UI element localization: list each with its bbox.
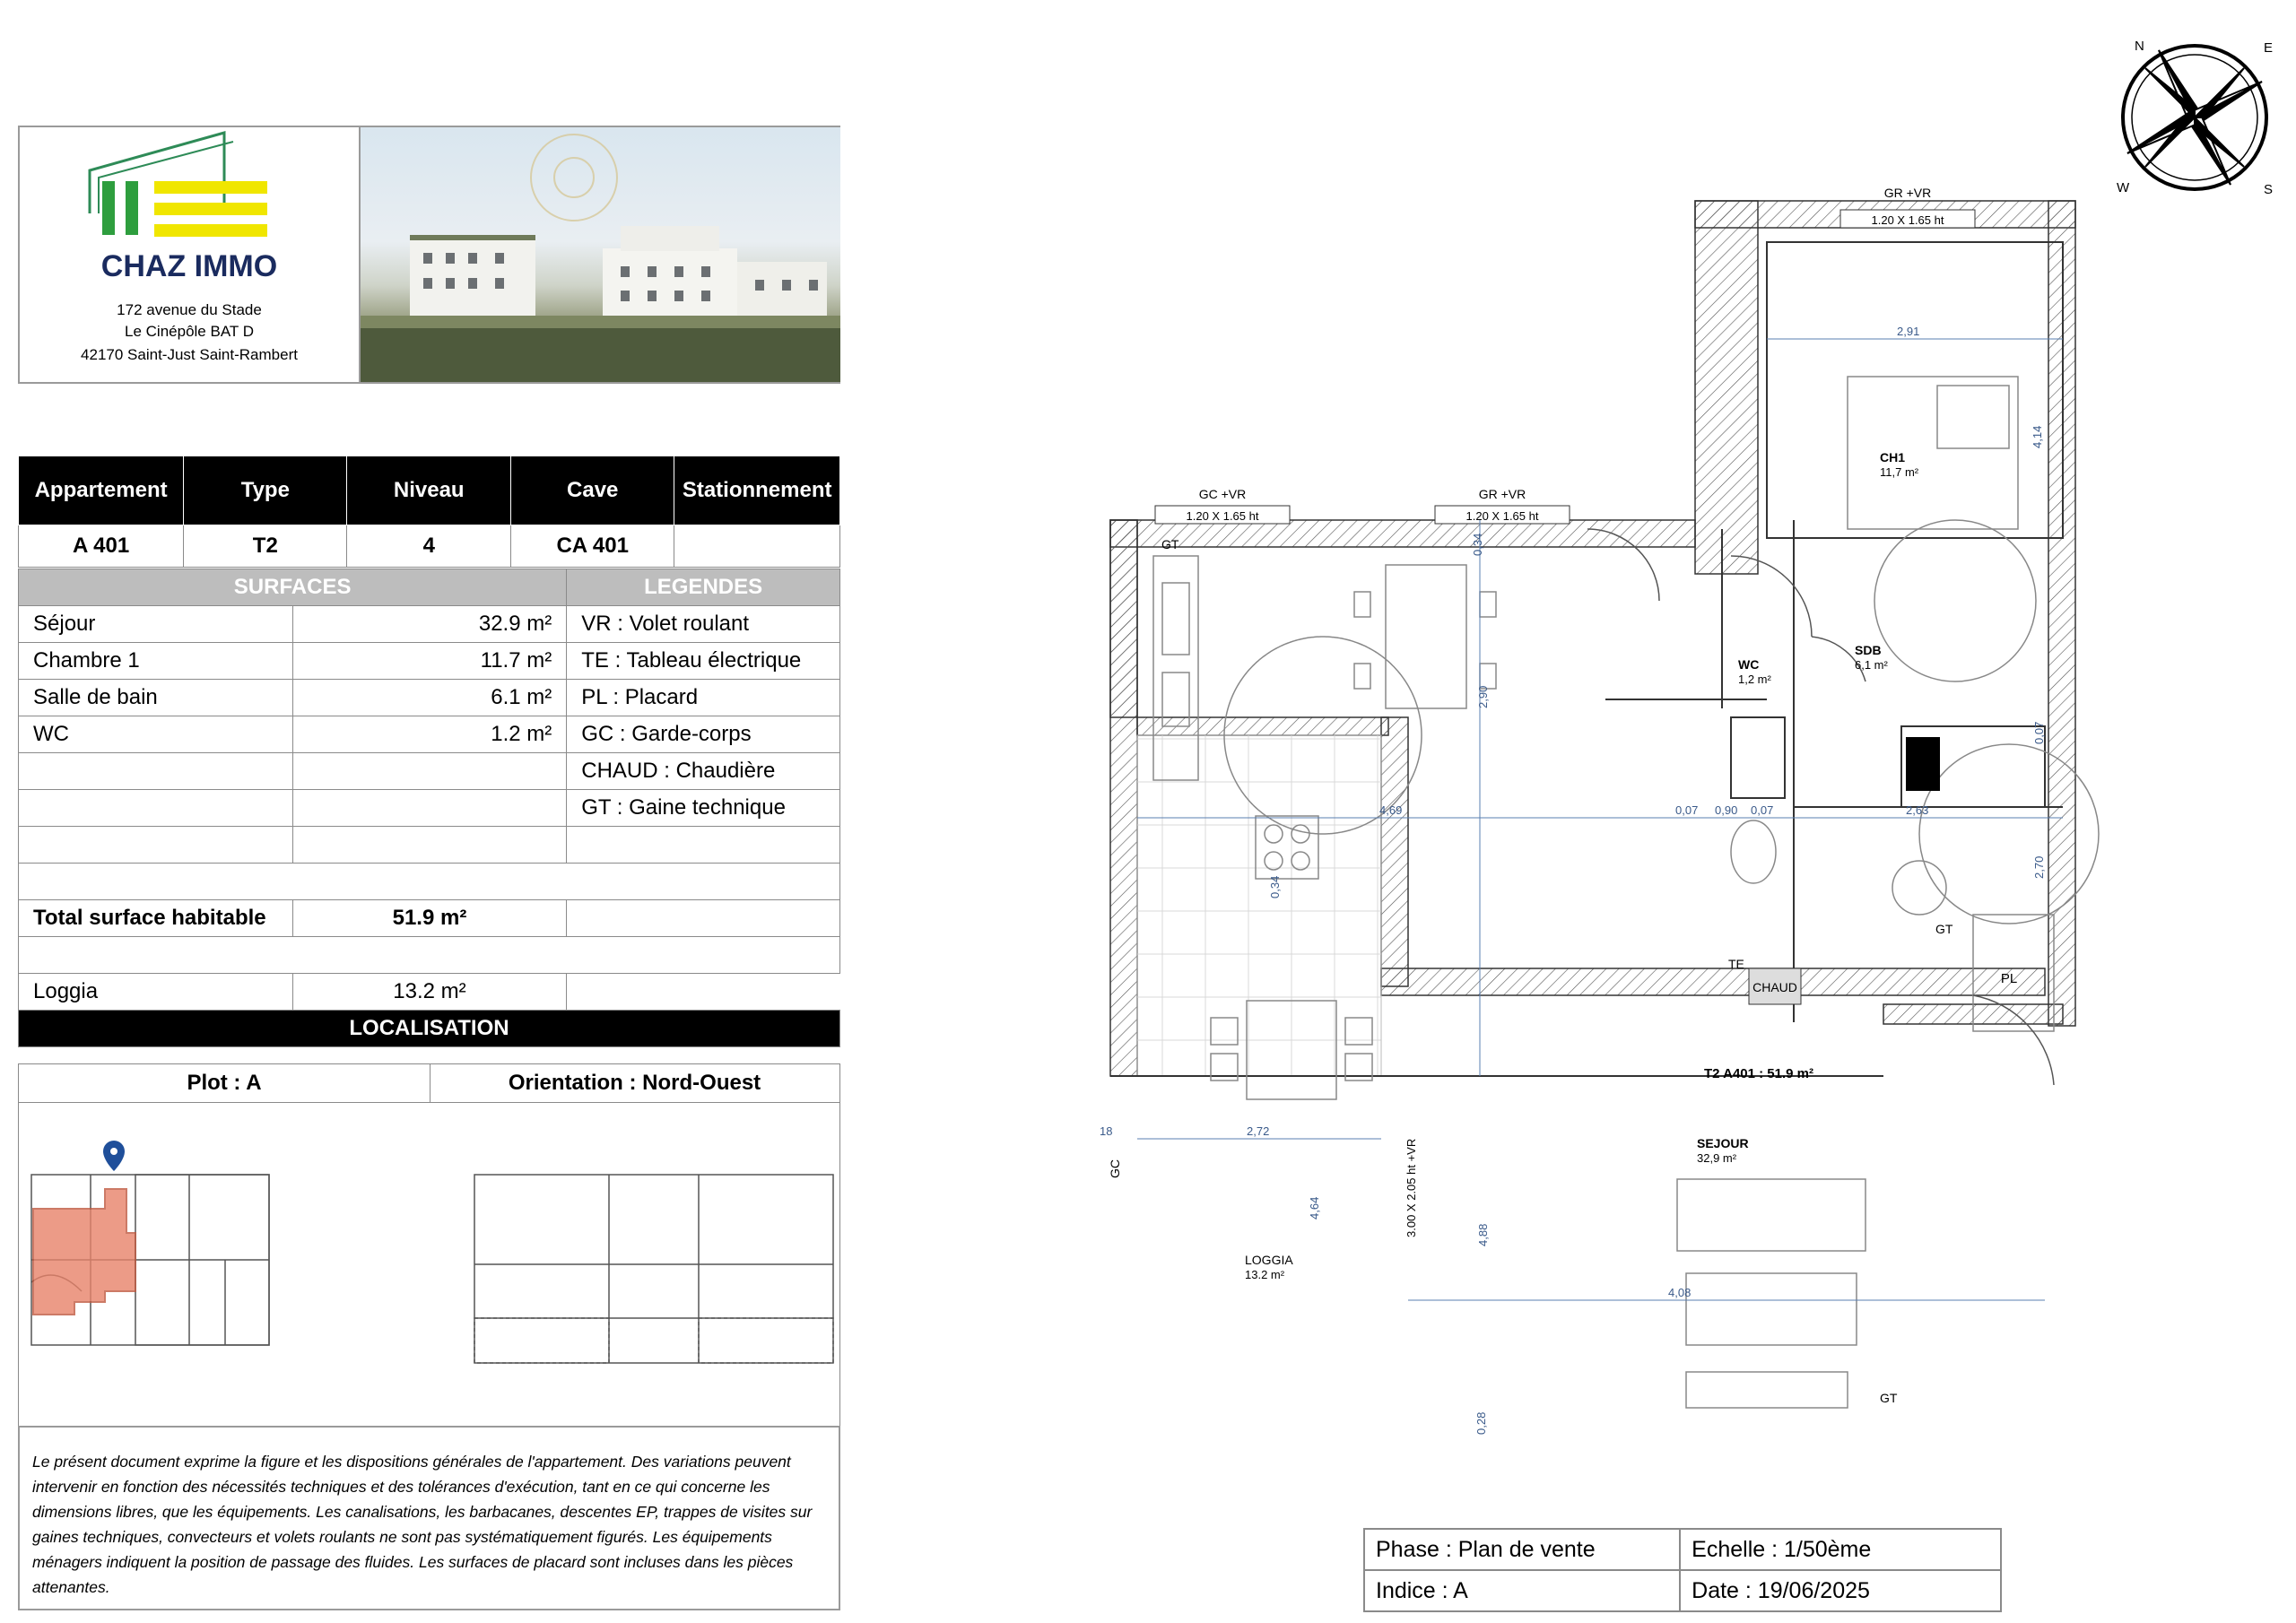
compass-east: E — [2264, 40, 2274, 56]
gt-label-3: GT — [1880, 1391, 1898, 1405]
orientation-label: Orientation : Nord-Ouest — [508, 1071, 761, 1095]
bed-pillow — [1937, 386, 2009, 448]
company-logo — [20, 127, 359, 382]
dim-2-90: 2,90 — [1476, 685, 1490, 708]
title-block — [1363, 1528, 2002, 1612]
interior-partitions — [1605, 242, 2063, 1022]
date-cell: Date : 19/06/2025 — [1680, 1570, 2001, 1611]
total-surface-label: Total surface habitable — [19, 900, 293, 937]
pl-label: PL — [2000, 971, 2018, 986]
compass-rose-icon — [2109, 32, 2280, 203]
empty-row — [19, 937, 840, 974]
surface-room: Salle de bain — [19, 680, 293, 716]
empty-cell — [19, 790, 293, 827]
indice-cell: Indice : A — [1364, 1570, 1680, 1611]
empty-cell — [19, 827, 293, 864]
room-wc-area: 1,2 m² — [1738, 673, 1771, 686]
gt-label-2: GT — [1161, 537, 1179, 551]
empty-cell — [292, 753, 567, 790]
legend-item: TE : Tableau électrique — [567, 643, 840, 680]
window-label: GR +VR — [1883, 186, 1932, 200]
legend-item: GT : Gaine technique — [567, 790, 840, 827]
localisation-row — [18, 1063, 840, 1103]
room-loggia-area: 13.2 m² — [1245, 1268, 1285, 1281]
dim-2-63: 2,63 — [1906, 803, 1929, 817]
compass-south: S — [2264, 182, 2274, 197]
empty-cell — [292, 827, 567, 864]
value-appartement: A 401 — [19, 525, 184, 568]
technical-shaft — [1906, 737, 1940, 791]
dim-0-28: 0,28 — [1474, 1411, 1488, 1435]
loggia-label: Loggia — [19, 974, 293, 1011]
room-wc-name: WC — [1738, 657, 1760, 672]
surface-room: Chambre 1 — [19, 643, 293, 680]
washbasin — [1892, 861, 1946, 915]
empty-cell — [19, 753, 293, 790]
value-type: T2 — [184, 525, 347, 568]
phase-cell: Phase : Plan de vente — [1364, 1529, 1680, 1570]
building-render-image — [359, 127, 840, 382]
window-dim: 1.20 X 1.65 ht — [1465, 509, 1539, 523]
header-niveau: Niveau — [347, 456, 511, 525]
compass-west: W — [2117, 180, 2130, 195]
window-label: GR +VR — [1478, 487, 1526, 501]
apartment-area-label: T2 A401 : 51.9 m² — [1704, 1066, 1813, 1081]
address-line-2: Le Cinépôle BAT D — [125, 323, 254, 340]
toilet — [1731, 820, 1776, 883]
tv-unit — [1686, 1372, 1848, 1408]
legend-item: VR : Volet roulant — [567, 606, 840, 643]
building-illustration — [361, 127, 840, 382]
surfaces-heading: SURFACES — [19, 569, 567, 606]
key-plan-thumbnails — [19, 1103, 839, 1426]
window-dim: 1.20 X 1.65 ht — [1871, 213, 1944, 227]
header-appartement: Appartement — [19, 456, 184, 525]
bay-window-label: 3.00 X 2.05 ht +VR — [1405, 1138, 1418, 1237]
disclaimer-text: Le présent document exprime la figure et les dispositions générales de l'appartement. Des variations peuvent intervenir en fonction des nécessités techniques et des tolérances d'exécution, tant en ce qui concerne les dimensions libres, que les équipements. Les canalisations, les barbacanes, descentes EP, trappes de visites sur gaines techniques, convecteurs et volets roulants ne sont pas systématiquement figurés. Les équipements ménagers indiquent la position de passage des fluides. Les surfaces de placard sont incluses dans les pièces attenantes. — [18, 1426, 840, 1610]
value-stationnement — [674, 525, 840, 568]
legend-item: CHAUD : Chaudière — [567, 753, 840, 790]
empty-cell — [292, 790, 567, 827]
surface-room: WC — [19, 716, 293, 753]
dim-4-14: 4,14 — [2031, 425, 2044, 448]
empty-row — [19, 864, 840, 900]
dim-0-07-b: 0,07 — [1751, 803, 1774, 817]
company-name: CHAZ IMMO — [100, 249, 278, 283]
loggia-value: 13.2 m² — [292, 974, 567, 1011]
sink — [1162, 583, 1189, 655]
dim-4-64: 4,64 — [1308, 1196, 1321, 1219]
sofa — [1677, 1179, 1866, 1251]
dim-0-07-c: 0,07 — [2032, 721, 2046, 744]
header-card — [18, 126, 840, 384]
surface-room: Séjour — [19, 606, 293, 643]
dim-18: 18 — [1100, 1124, 1113, 1138]
apartment-highlight — [33, 1189, 135, 1315]
dim-0-90: 0,90 — [1715, 803, 1738, 817]
dim-4-88: 4,88 — [1476, 1223, 1490, 1246]
room-sejour-area: 32,9 m² — [1697, 1151, 1737, 1165]
coffee-table — [1686, 1273, 1857, 1345]
room-loggia-name: LOGGIA — [1245, 1253, 1293, 1267]
gc-label: GC — [1108, 1159, 1122, 1178]
surface-area: 32.9 m² — [292, 606, 567, 643]
te-label: TE — [1728, 957, 1744, 971]
empty-cell — [567, 827, 840, 864]
legend-item: GC : Garde-corps — [567, 716, 840, 753]
chaud-label: CHAUD — [1752, 980, 1797, 994]
address-line-1: 172 avenue du Stade — [117, 301, 262, 318]
dim-4-69: 4,69 — [1379, 803, 1403, 817]
total-surface-value: 51.9 m² — [292, 900, 567, 937]
dining-table — [1386, 565, 1466, 708]
dim-0-07-a: 0,07 — [1675, 803, 1699, 817]
loggia-floor — [1137, 735, 1381, 1076]
header-cave: Cave — [511, 456, 674, 525]
room-sdb-area: 6,1 m² — [1855, 658, 1888, 672]
apartment-info-table — [18, 456, 840, 568]
header-type: Type — [184, 456, 347, 525]
dim-2-72: 2,72 — [1247, 1124, 1270, 1138]
surface-area: 1.2 m² — [292, 716, 567, 753]
dim-2-91: 2,91 — [1897, 325, 1920, 338]
gt-label-1: GT — [1935, 922, 1953, 936]
surface-area: 11.7 m² — [292, 643, 567, 680]
dim-4-08: 4,08 — [1668, 1286, 1692, 1299]
legendes-heading: LEGENDES — [567, 569, 840, 606]
header-stationnement: Stationnement — [674, 456, 840, 525]
dim-2-70: 2,70 — [2032, 855, 2046, 879]
window-label: GC +VR — [1198, 487, 1247, 501]
room-sdb-name: SDB — [1855, 643, 1882, 657]
address-line-3: 42170 Saint-Just Saint-Rambert — [81, 346, 298, 363]
room-ch1-name: CH1 — [1880, 450, 1906, 464]
surfaces-legend-table — [18, 568, 840, 1047]
window-left — [1155, 487, 1290, 524]
dim-0-34-a: 0,34 — [1471, 533, 1484, 556]
bed — [1848, 377, 2018, 529]
compass-north: N — [2135, 39, 2144, 54]
room-sejour-name: SEJOUR — [1697, 1136, 1749, 1150]
echelle-cell: Echelle : 1/50ème — [1680, 1529, 2001, 1570]
value-cave: CA 401 — [511, 525, 674, 568]
empty-cell — [567, 974, 840, 1011]
surface-area: 6.1 m² — [292, 680, 567, 716]
floor-plan — [1076, 179, 2117, 1471]
plot-label: Plot : A — [19, 1064, 430, 1102]
window-middle — [1435, 487, 1570, 524]
dim-0-34-b: 0,34 — [1268, 875, 1282, 898]
room-ch1-area: 11,7 m² — [1880, 465, 1919, 479]
empty-cell — [567, 900, 840, 937]
location-pin-icon — [103, 1141, 125, 1171]
value-niveau: 4 — [347, 525, 511, 568]
localisation-heading: LOCALISATION — [19, 1011, 840, 1047]
window-dim: 1.20 X 1.65 ht — [1186, 509, 1259, 523]
legend-item: PL : Placard — [567, 680, 840, 716]
localisation-panel — [18, 1103, 840, 1426]
